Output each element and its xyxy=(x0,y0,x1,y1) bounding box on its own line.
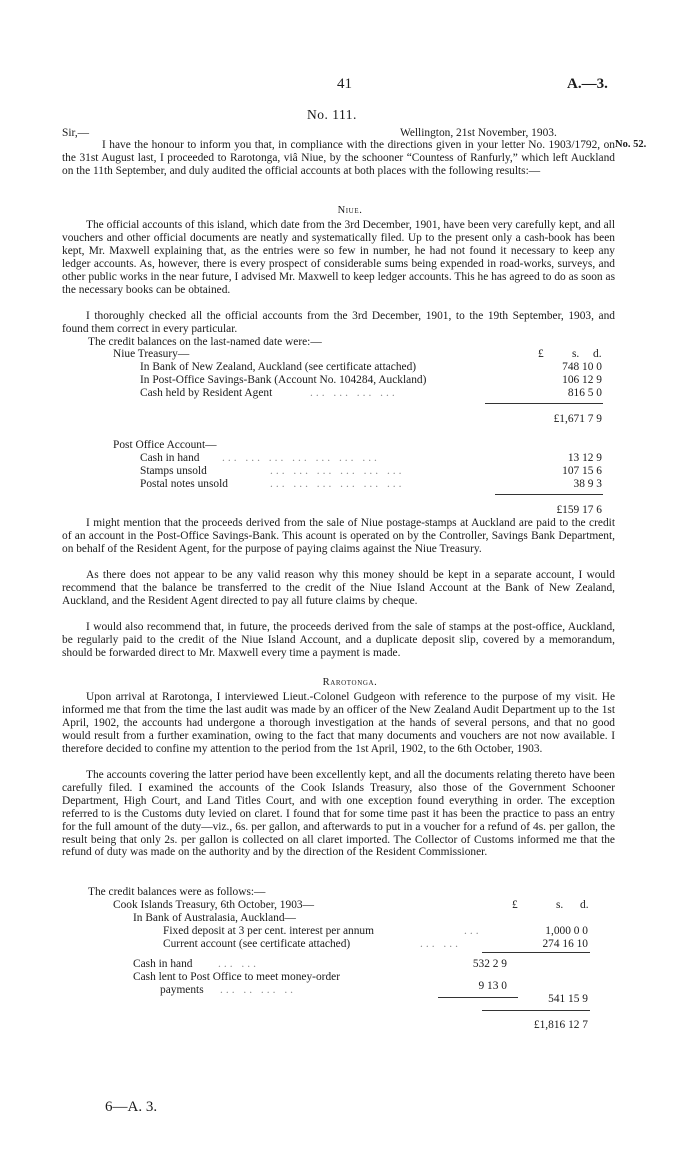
document-reference: A.—3. xyxy=(567,76,608,92)
niue-post-total: £159 17 6 xyxy=(556,504,602,516)
leader-dots: ... ... ... ... ... ... xyxy=(270,465,405,477)
niue-paragraph-1: The official accounts of this island, which date from the 3rd December, 1901, have been very carefully kept, and all vouchers and other official documents are neatly and systematically filed. Up to the present only a cash-book has been kept, Mr. Maxwell explaining that, as the entries were so few in number, he had not found it necessary to keep any ledger accounts. As, however, there is every prospect of considerable sums being expended in road-works, surveys, and other public works in the near future, I advised Mr. Maxwell to keep ledger accounts. This he has agreed to do as soon as the necessary books can be obtained. xyxy=(62,219,615,296)
leader-dots: ... ... xyxy=(420,938,461,950)
leader-dots: ... .. ... .. xyxy=(220,984,297,996)
niue-treasury-total: £1,671 7 9 xyxy=(553,413,602,425)
rarotonga-currency-pounds: £ xyxy=(512,899,518,911)
rarotonga-cash-label: Cash in hand xyxy=(133,958,193,970)
niue-treasury-item: In Post-Office Savings-Bank (Account No. 104284, Auckland) xyxy=(140,374,427,386)
niue-post-amount: 38 9 3 xyxy=(573,478,602,490)
niue-currency-shillings: s. xyxy=(572,348,580,360)
niue-treasury-amount: 748 10 0 xyxy=(562,361,602,373)
sum-rule xyxy=(438,997,518,998)
rarotonga-lent-amount: 9 13 0 xyxy=(478,980,507,992)
rarotonga-lent-label: payments xyxy=(160,984,204,996)
rarotonga-cash-amount: 532 2 9 xyxy=(472,958,507,970)
rarotonga-currency-shillings: s. xyxy=(556,899,564,911)
sum-rule xyxy=(495,494,603,495)
niue-treasury-item: In Bank of New Zealand, Auckland (see certificate attached) xyxy=(140,361,417,373)
rarotonga-lent-label: Cash lent to Post Office to meet money-order xyxy=(133,971,340,983)
page-footer-signature: 6—A. 3. xyxy=(105,1099,158,1115)
sum-rule xyxy=(482,1010,590,1011)
salutation: Sir,— xyxy=(62,127,90,139)
niue-currency-pence: d. xyxy=(593,348,602,360)
rarotonga-fixed-label: Fixed deposit at 3 per cent. interest per annum xyxy=(163,925,374,937)
rarotonga-current-label: Current account (see certificate attached) xyxy=(163,938,351,950)
niue-post-item: Cash in hand xyxy=(140,452,200,464)
niue-treasury-amount: 816 5 0 xyxy=(567,387,602,399)
niue-treasury-label: Niue Treasury— xyxy=(113,348,190,360)
letter-number: No. 111. xyxy=(307,107,357,122)
niue-treasury-amount: 106 12 9 xyxy=(562,374,602,386)
rarotonga-total: £1,816 12 7 xyxy=(533,1019,588,1031)
niue-post-amount: 13 12 9 xyxy=(567,452,602,464)
niue-post-label: Post Office Account— xyxy=(113,439,217,451)
niue-paragraph-2: I thoroughly checked all the official accounts from the 3rd December, 1901, to the 19th September, 1903, and found them correct in every particular. xyxy=(62,310,615,335)
niue-paragraph-4: As there does not appear to be any valid reason why this money should be kept in a separate account, I would recommend that the balance be transferred to the credit of the Niue Island Account at the Bank of New Zealand, Auckland, and the Resident Agent directed to pay all future claims by cheque. xyxy=(62,569,615,607)
leader-dots: ... ... ... ... ... ... xyxy=(270,478,405,490)
niue-paragraph-3: I might mention that the proceeds derived from the sale of Niue postage-stamps at Auckland are paid to the credit of an account in the Post-Office Savings-Bank. This acount is operated on by the Controller, Savings Bank Department, on behalf of the Resident Agent, for the purpose of paying claims against the Niue Treasury. xyxy=(62,517,615,555)
rarotonga-subtotal: 541 15 9 xyxy=(548,993,588,1005)
date-line: Wellington, 21st November, 1903. xyxy=(400,127,557,139)
niue-treasury-item: Cash held by Resident Agent xyxy=(140,387,273,399)
niue-post-amount: 107 15 6 xyxy=(562,465,602,477)
niue-currency-pounds: £ xyxy=(538,348,544,360)
sum-rule xyxy=(485,403,603,404)
leader-dots: ... ... ... ... xyxy=(310,387,398,399)
leader-dots: ... ... xyxy=(218,958,259,970)
rarotonga-currency-pence: d. xyxy=(580,899,589,911)
rarotonga-fixed-amount: 1,000 0 0 xyxy=(545,925,588,937)
rarotonga-paragraph-1: Upon arrival at Rarotonga, I interviewed Lieut.-Colonel Gudgeon with reference to the purpose of my visit. He informed me that from the time the last audit was made by an officer of the New Zealand Audit Department up to the 1st April, 1902, the accounts had undergone a thorough investigation at the hands of several persons, and that no good would result from a further examination, owing to the fact that many documents and vouchers are not now available. I therefore decided to confine my attention to the period from the 1st April, 1902, to the 6th October, 1903. xyxy=(62,691,615,755)
rarotonga-treasury-label: Cook Islands Treasury, 6th October, 1903— xyxy=(113,899,314,911)
rarotonga-paragraph-2: The accounts covering the latter period have been excellently kept, and all the documents relating thereto have been carefully filed. I examined the accounts of the Cook Islands Treasury, also those of the Government Schooner Department, High Court, and Land Titles Court, and with one exception found everything in order. The exception referred to is the Customs duty levied on claret. I found that for some time past it has been the practice to pass an entry for the full amount of the duty—viz., 6s. per gallon, and afterwards to put in a voucher for a refund of 4s. per gallon, the result being that only 2s. per gallon is collected on all claret imported. The Collector of Customs informed me that the refund of duty was made on the authority and by the direction of the Resident Commissioner. xyxy=(62,769,615,859)
margin-note: No. 52. xyxy=(615,139,647,150)
page-number: 41 xyxy=(337,76,352,92)
rarotonga-heading: Rarotonga. xyxy=(322,677,378,688)
rarotonga-bank-label: In Bank of Australasia, Auckland— xyxy=(133,912,296,924)
leader-dots: ... xyxy=(464,925,482,937)
niue-post-item: Stamps unsold xyxy=(140,465,207,477)
niue-heading: Niue. xyxy=(337,205,363,216)
rarotonga-balances-intro: The credit balances were as follows:— xyxy=(88,886,266,898)
niue-balances-intro: The credit balances on the last-named date were:— xyxy=(88,336,322,348)
rarotonga-current-amount: 274 16 10 xyxy=(542,938,588,950)
leader-dots: ... ... ... ... ... ... ... xyxy=(222,452,380,464)
intro-paragraph: I have the honour to inform you that, in compliance with the directions given in your letter No. 1903/1792, on the 31st August last, I proceeded to Rarotonga, viâ Niue, by the schooner “Countess of Ranfurly,” which left Auckland on the 11th September, and duly audited the official accounts at both places with the following results:— xyxy=(62,139,615,177)
sum-rule xyxy=(482,952,590,953)
niue-paragraph-5: I would also recommend that, in future, the proceeds derived from the sale of stamps at the post-office, Auckland, be regularly paid to the credit of the Niue Island Account, and a duplicate deposit slip, covered by a memorandum, should be forwarded direct to Mr. Maxwell every time a payment is made. xyxy=(62,621,615,659)
niue-post-item: Postal notes unsold xyxy=(140,478,228,490)
